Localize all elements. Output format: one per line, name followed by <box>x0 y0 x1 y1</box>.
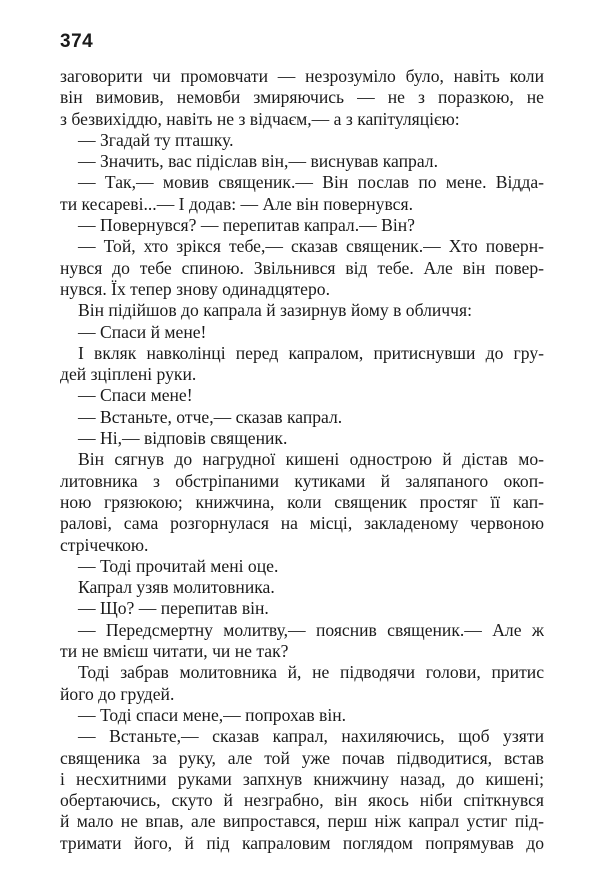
text-line: — Спаси й мене! <box>78 321 207 342</box>
text-line: ною грязюкою; книжчина, коли священик простяг її кап- <box>60 491 544 512</box>
text-line: нувся. Їх тепер знову одинадцятеро. <box>60 278 330 299</box>
text-line: заговорити чи промовчати — незрозуміло було, навіть коли <box>60 66 544 86</box>
text-line: і несхитними руками запхнув книжчину назад, до кишені; <box>60 768 544 789</box>
text-line: його до грудей. <box>60 683 175 704</box>
text-line: — Значить, вас підіслав він,— виснував капрал. <box>78 151 438 172</box>
text-line: тримати його, й під капраловим поглядом попрямував до <box>60 832 544 853</box>
text-line: ти кесареві...— І додав: — Але він повернувся. <box>60 193 413 214</box>
text-line: — Що? — перепитав він. <box>78 598 269 619</box>
text-line: — Повернувся? — перепитав капрал.— Він? <box>78 215 415 236</box>
text-line: ралові, сама розгорнулася на місці, закладеному червоною <box>60 513 544 534</box>
text-line: Тоді забрав молитовника й, не підводячи голови, притис <box>78 662 544 683</box>
text-line: — Згадай ту пташку. <box>78 129 234 150</box>
text-line: — Тоді прочитай мені оце. <box>78 555 279 576</box>
text-line: дей зціплені руки. <box>60 364 197 385</box>
text-line: І вкляк навколінці перед капралом, притиснувши до гру- <box>78 342 544 363</box>
text-line: литовника з обстріпаними кутиками й заляпаного окоп- <box>60 470 544 491</box>
text-line: нувся до тебе спиною. Звільнився від тебе. Але він повер- <box>60 257 544 278</box>
text-line: з безвихіддю, навіть не з відчаєм,— а з капітуляцією: <box>60 108 460 129</box>
text-line: ти не вмієш читати, чи не так? <box>60 641 289 662</box>
text-line: — Так,— мовив священик.— Він послав по мене. Відда- <box>78 172 544 193</box>
text-line: Капрал узяв молитовника. <box>78 577 275 598</box>
text-line: Він підійшов до капрала й зазирнув йому в обличчя: <box>78 300 472 321</box>
text-line: обертаючись, скуто й незграбно, він якось ніби спіткнувся <box>60 790 544 811</box>
text-line: — Встаньте,— сказав капрал, нахиляючись, щоб узяти <box>78 726 544 747</box>
text-line: — Встаньте, отче,— сказав капрал. <box>78 406 343 427</box>
text-line: — Спаси мене! <box>78 385 193 406</box>
text-line: — Передсмертну молитву,— пояснив священик.— Але ж <box>78 619 544 640</box>
page-number: 374 <box>60 31 94 52</box>
text-line: стрічечкою. <box>60 534 149 555</box>
text-line: — Той, хто зрікся тебе,— сказав священик.— Хто поверн- <box>78 236 544 257</box>
text-line: — Тоді спаси мене,— попрохав він. <box>78 704 347 725</box>
text-line: й мало не впав, але випростався, перш ніж капрал устиг під- <box>60 811 544 832</box>
text-line: Він сягнув до нагрудної кишені однострою й дістав мо- <box>78 449 544 470</box>
text-line: він вимовив, немовби змиряючись — не з поразкою, не <box>60 87 544 108</box>
text-line: священика за руку, але той уже почав підводитися, встав <box>60 747 544 768</box>
text-body <box>60 66 544 854</box>
text-line: — Ні,— відповів священик. <box>78 428 288 449</box>
